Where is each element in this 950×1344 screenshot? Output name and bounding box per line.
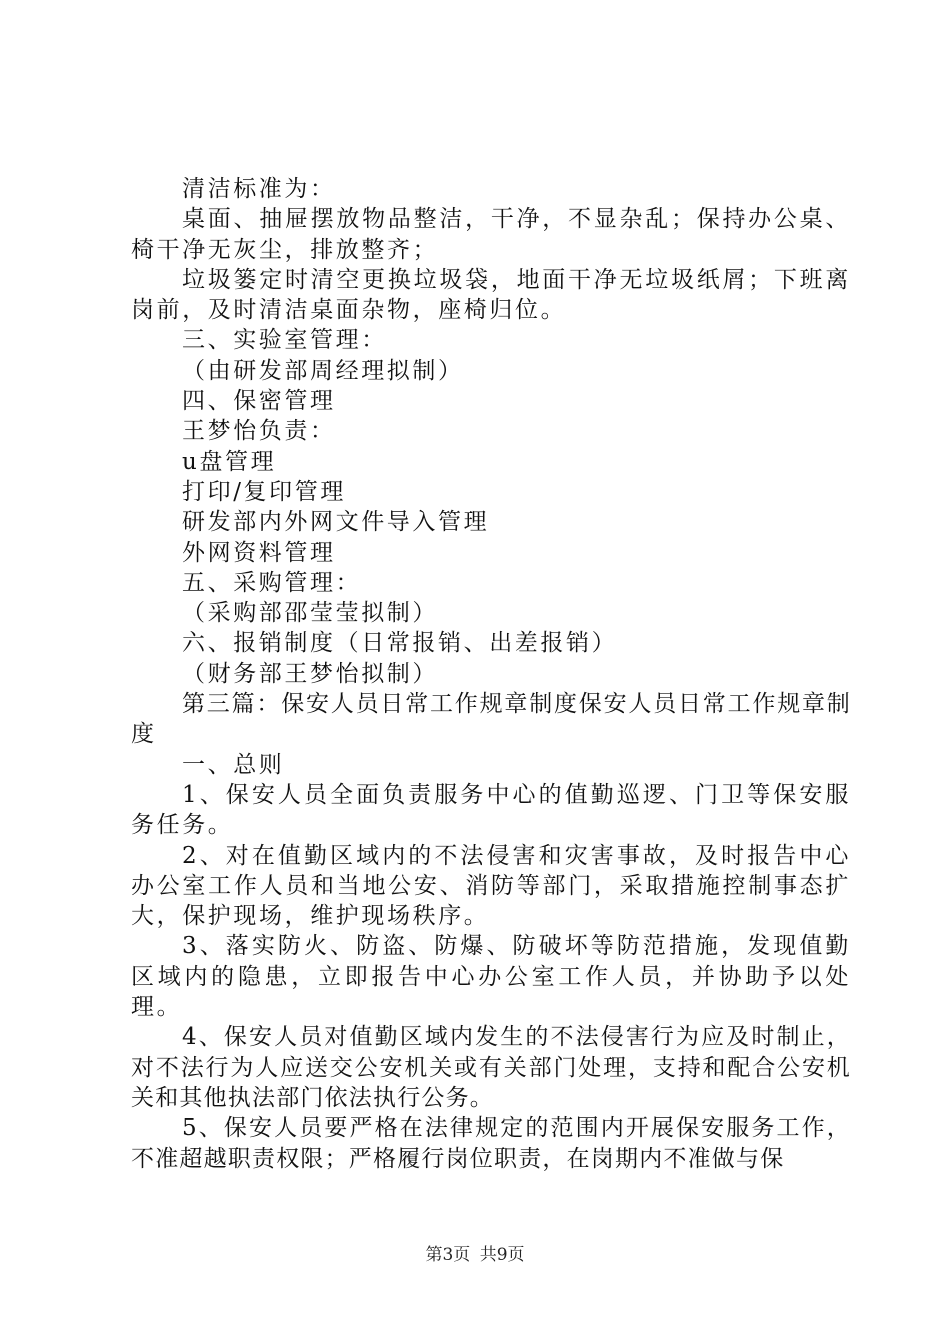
rule-3: 3、落实防火、防盗、防爆、防破坏等防范措施，发现值勤区域内的隐患，立即报告中心办公室工作人员，并协助予以处理。 [131, 933, 851, 1021]
list-item-usb: u盘管理 [182, 448, 277, 475]
paragraph-lab-note: （由研发部周经理拟制） [182, 357, 464, 384]
paragraph-responsible-person: 王梦怡负责： [182, 418, 336, 445]
rule-1: 1、保安人员全面负责服务中心的值勤巡逻、门卫等保安服务任务。 [131, 781, 851, 839]
section-heading-lab: 三、实验室管理： [182, 327, 387, 354]
rule-2: 2、对在值勤区域内的不法侵害和灾害事故，及时报告中心办公室工作人员和当地公安、消防等部门，采取措施控制事态扩大，保护现场，维护现场秩序。 [131, 842, 851, 930]
paragraph-cleaning-standard-heading: 清洁标准为： [182, 176, 336, 202]
list-item-file-import: 研发部内外网文件导入管理 [182, 509, 490, 536]
document-body [131, 174, 851, 1174]
section-heading-reimbursement: 六、报销制度（日常报销、出差报销） [182, 630, 618, 657]
page-number: 第3页 [425, 1245, 471, 1265]
section-heading-general: 一、总则 [182, 751, 285, 778]
section-heading-purchasing: 五、采购管理： [182, 569, 362, 596]
page-footer [0, 1240, 950, 1265]
list-item-external-data: 外网资料管理 [182, 539, 336, 566]
section-heading-confidentiality: 四、保密管理 [182, 388, 336, 415]
paragraph-desk-standard: 桌面、抽屉摆放物品整洁，干净，不显杂乱；保持办公桌、椅干净无灰尘，排放整齐； [131, 206, 851, 263]
list-item-print: 打印/复印管理 [182, 478, 346, 505]
rule-4: 4、保安人员对值勤区域内发生的不法侵害行为应及时制止，对不法行为人应送交公安机关或有关部门处理，支持和配合公安机关和其他执法部门依法执行公务。 [131, 1024, 851, 1111]
paragraph-purchasing-note: （采购部邵莹莹拟制） [182, 600, 438, 627]
paragraph-reimbursement-note: （财务部王梦怡拟制） [182, 660, 438, 687]
chapter-title-security: 第三篇：保安人员日常工作规章制度保安人员日常工作规章制度 [131, 691, 851, 748]
paragraph-trash-standard: 垃圾篓定时清空更换垃圾袋，地面干净无垃圾纸屑；下班离岗前，及时清洁桌面杂物，座椅归位。 [131, 266, 851, 324]
rule-5: 5、保安人员要严格在法律规定的范围内开展保安服务工作，不准超越职责权限；严格履行岗位职责，在岗期内不准做与保 [131, 1115, 851, 1172]
page-total: 共9页 [479, 1245, 525, 1265]
